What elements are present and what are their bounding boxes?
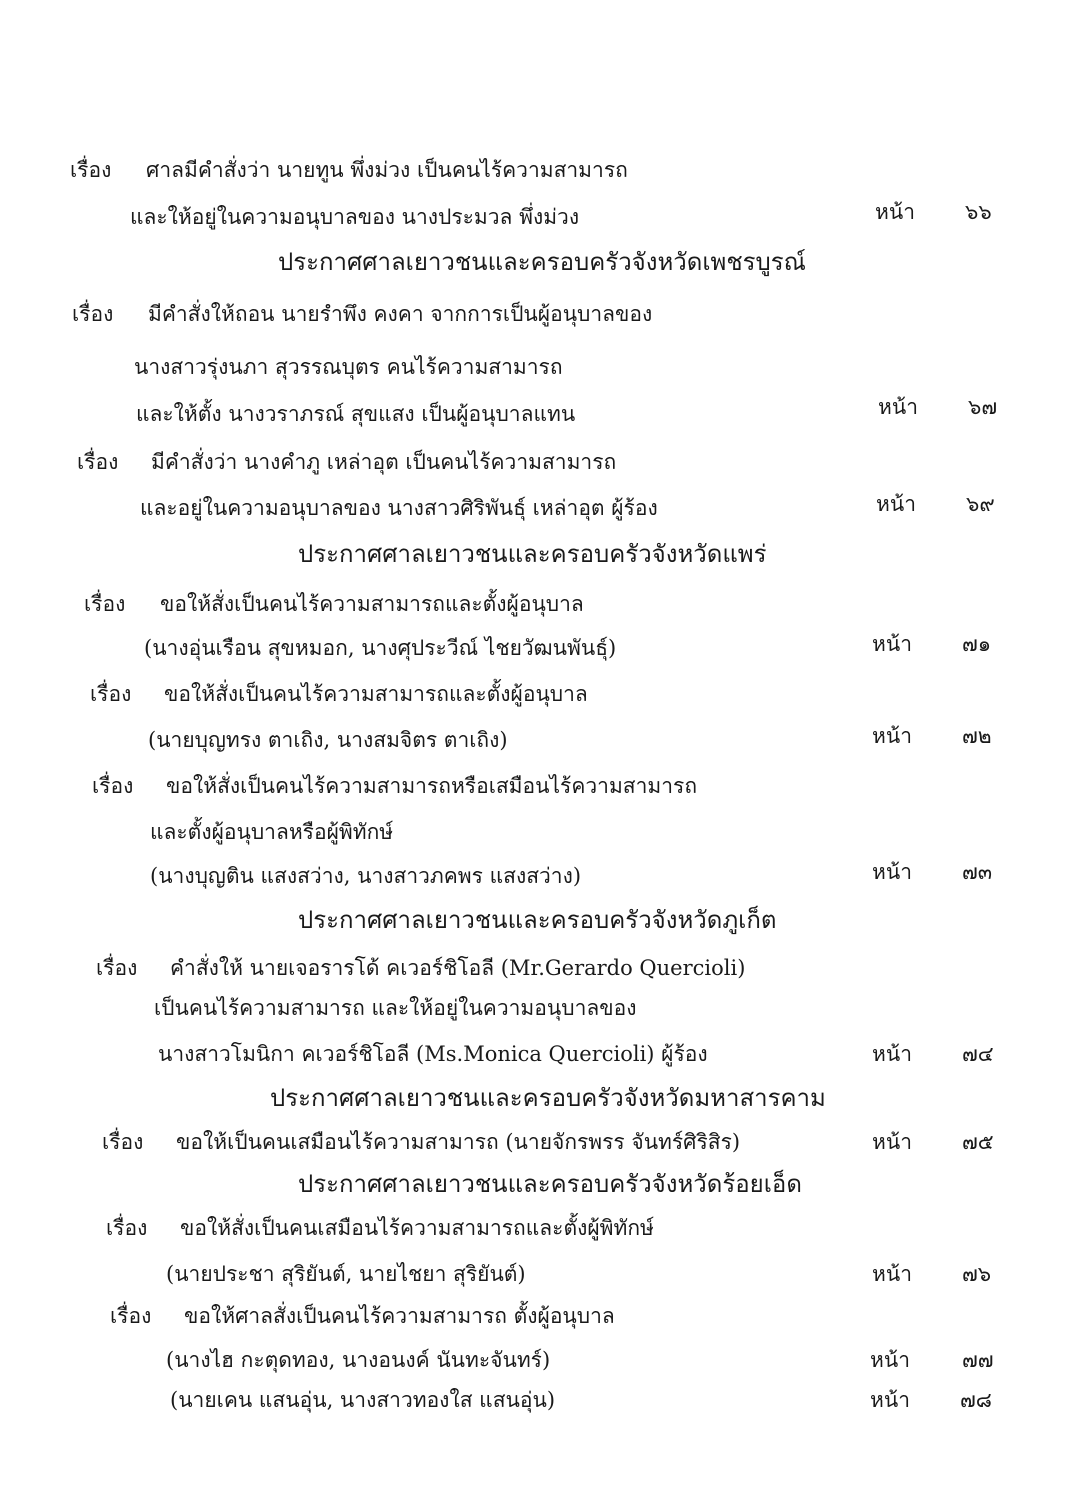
entry-text: ขอให้สั่งเป็นคนไร้ความสามารถและตั้งผู้อนุบาล xyxy=(164,682,588,706)
entry-text: และให้อยู่ในความอนุบาลของ นางประมวล พึ่งม่วง xyxy=(130,205,580,229)
entry-text: (นางอุ่นเรือน สุขหมอก, นางศุประวีณ์ ไชยวัฒนพันธุ์) xyxy=(144,636,617,660)
entry-subject-label: เรื่อง xyxy=(92,774,134,798)
page-number: ๗๔ xyxy=(962,1042,994,1066)
page-label: หน้า xyxy=(872,1262,912,1286)
page-label: หน้า xyxy=(870,1388,910,1412)
page-number: ๗๕ xyxy=(962,1130,994,1154)
entry-text: และอยู่ในความอนุบาลของ นางสาวศิริพันธุ์ เหล่าอุต ผู้ร้อง xyxy=(140,496,658,520)
entry-subject-label: เรื่อง xyxy=(90,682,132,706)
entry-text: (นางบุญติน แสงสว่าง, นางสาวภคพร แสงสว่าง) xyxy=(150,864,582,888)
page-number: ๗๑ xyxy=(962,632,992,656)
page-label: หน้า xyxy=(876,492,916,516)
section-heading: ประกาศศาลเยาวชนและครอบครัวจังหวัดร้อยเอ็ด xyxy=(298,1170,802,1198)
page-label: หน้า xyxy=(872,1042,912,1066)
page-number: ๖๖ xyxy=(965,200,992,224)
section-heading: ประกาศศาลเยาวชนและครอบครัวจังหวัดแพร่ xyxy=(298,540,767,568)
entry-subject-label: เรื่อง xyxy=(84,592,126,616)
entry-text: และตั้งผู้อนุบาลหรือผู้พิทักษ์ xyxy=(150,820,394,844)
entry-text: (นายบุญทรง ตาเถิง, นางสมจิตร ตาเถิง) xyxy=(148,728,508,752)
section-heading: ประกาศศาลเยาวชนและครอบครัวจังหวัดมหาสารคาม xyxy=(270,1084,826,1112)
page-number: ๗๗ xyxy=(962,1348,994,1372)
page-label: หน้า xyxy=(872,724,912,748)
entry-text: เป็นคนไร้ความสามารถ และให้อยู่ในความอนุบาลของ xyxy=(154,996,637,1020)
page-number: ๗๓ xyxy=(962,860,993,884)
entry-subject-label: เรื่อง xyxy=(110,1304,152,1328)
entry-subject-label: เรื่อง xyxy=(70,158,112,182)
entry-text: (นายเคน แสนอุ่น, นางสาวทองใส แสนอุ่น) xyxy=(170,1388,556,1412)
page-number: ๗๘ xyxy=(960,1388,992,1412)
page-label: หน้า xyxy=(872,860,912,884)
page-label: หน้า xyxy=(878,395,918,419)
page-number: ๖๗ xyxy=(968,395,998,419)
entry-text: มีคำสั่งว่า นางคำภู เหล่าอุต เป็นคนไร้ความสามารถ xyxy=(151,450,617,474)
page-label: หน้า xyxy=(872,1130,912,1154)
entry-text: ศาลมีคำสั่งว่า นายทูน พึ่งม่วง เป็นคนไร้ความสามารถ xyxy=(146,158,628,182)
page-label: หน้า xyxy=(872,632,912,656)
entry-subject-label: เรื่อง xyxy=(72,302,114,326)
page-label: หน้า xyxy=(875,200,915,224)
entry-subject-label: เรื่อง xyxy=(96,956,138,980)
entry-text: นางสาวรุ่งนภา สุวรรณบุตร คนไร้ความสามารถ xyxy=(134,355,563,379)
entry-text: และให้ตั้ง นางวราภรณ์ สุขแสง เป็นผู้อนุบาลแทน xyxy=(136,402,576,426)
entry-text: ขอให้สั่งเป็นคนไร้ความสามารถและตั้งผู้อนุบาล xyxy=(160,592,584,616)
entry-text: มีคำสั่งให้ถอน นายรำพึง คงคา จากการเป็นผู้อนุบาลของ xyxy=(148,302,653,326)
page-number: ๖๙ xyxy=(966,492,995,516)
entry-text: คำสั่งให้ นายเจอรารโด้ คเวอร์ชิโอลี (Mr.Gerardo Quercioli) xyxy=(170,956,746,980)
entry-text: ขอให้เป็นคนเสมือนไร้ความสามารถ (นายจักรพรร จันทร์ศิริสิร) xyxy=(176,1130,741,1154)
entry-text: (นางไฮ กะตุดทอง, นางอนงค์ นันทะจันทร์) xyxy=(166,1348,551,1372)
section-heading: ประกาศศาลเยาวชนและครอบครัวจังหวัดเพชรบูรณ์ xyxy=(278,248,806,276)
entry-text: ขอให้สั่งเป็นคนไร้ความสามารถหรือเสมือนไร้ความสามารถ xyxy=(166,774,698,798)
page-number: ๗๒ xyxy=(962,724,992,748)
entry-text: ขอให้ศาลสั่งเป็นคนไร้ความสามารถ ตั้งผู้อนุบาล xyxy=(184,1304,615,1328)
page-label: หน้า xyxy=(870,1348,910,1372)
entry-text: (นายประชา สุริยันต์, นายไชยา สุริยันต์) xyxy=(166,1262,526,1286)
entry-text: ขอให้สั่งเป็นคนเสมือนไร้ความสามารถและตั้งผู้พิทักษ์ xyxy=(180,1216,654,1240)
page-number: ๗๖ xyxy=(962,1262,992,1286)
entry-text: นางสาวโมนิกา คเวอร์ชิโอลี (Ms.Monica Quercioli) ผู้ร้อง xyxy=(158,1042,708,1066)
entry-subject-label: เรื่อง xyxy=(77,450,119,474)
section-heading: ประกาศศาลเยาวชนและครอบครัวจังหวัดภูเก็ต xyxy=(298,906,777,934)
entry-subject-label: เรื่อง xyxy=(106,1216,148,1240)
entry-subject-label: เรื่อง xyxy=(102,1130,144,1154)
